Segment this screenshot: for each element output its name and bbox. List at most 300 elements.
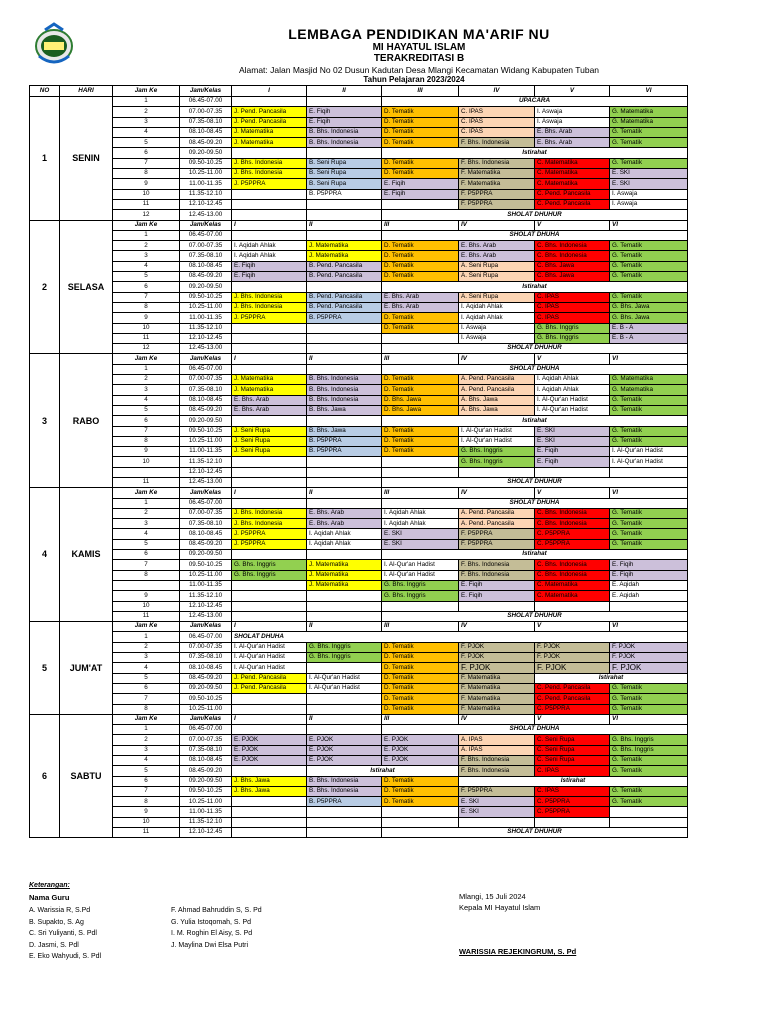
lesson-cell: B. Pend. Pancasila <box>307 302 382 312</box>
lesson-cell: E. Bhs. Arab <box>382 292 459 302</box>
lesson-cell: D. Tematik <box>382 426 459 436</box>
period-number: 10 <box>113 457 180 467</box>
subheader-jamke: Jam Ke <box>113 488 180 498</box>
table-row <box>30 210 688 220</box>
empty-cell <box>307 344 382 354</box>
lesson-cell <box>307 457 382 467</box>
subheader-c6: VI <box>610 354 688 364</box>
lesson-cell: G. Tematik <box>610 436 688 446</box>
period-number: 2 <box>113 241 180 251</box>
lesson-cell: G. Tematik <box>610 797 688 807</box>
period-number: 1 <box>113 498 180 508</box>
spanning-activity: SHOLAT DHUHUR <box>382 210 688 220</box>
lesson-cell <box>535 817 610 827</box>
table-row <box>30 436 688 446</box>
period-time: 07.00-07.35 <box>180 241 232 251</box>
teacher-item: G. Yulia Istoqomah, S. Pd <box>171 918 252 926</box>
lesson-cell <box>382 333 459 343</box>
lesson-cell: B. Bhs. Indonesia <box>307 127 382 137</box>
period-time: 09.50-10.25 <box>180 158 232 168</box>
spanning-activity: SHOLAT DHUHUR <box>382 344 688 354</box>
lesson-cell: D. Tematik <box>382 694 459 704</box>
period-time: 06.45-07.00 <box>180 230 232 240</box>
period-number: 9 <box>113 447 180 457</box>
lesson-cell: G. Bhs. Inggris <box>535 333 610 343</box>
period-number: 10 <box>113 817 180 827</box>
subheader-c2: II <box>307 714 382 724</box>
period-time: 11.00-11.35 <box>180 313 232 323</box>
day-name: KAMIS <box>60 488 113 622</box>
table-row <box>30 529 688 539</box>
lesson-cell: F. P5PPRA <box>459 529 535 539</box>
period-time: 11.00-11.35 <box>180 580 232 590</box>
lesson-cell <box>535 467 610 477</box>
table-row <box>30 344 688 354</box>
table-row <box>30 642 688 652</box>
lesson-cell: E. PJOK <box>382 756 459 766</box>
subheader-jamkelas: Jam/Kelas <box>180 488 232 498</box>
lesson-cell: C. P5PPRA <box>535 704 610 714</box>
lesson-cell: G. Tematik <box>610 694 688 704</box>
col-header-hari: HARI <box>60 86 113 97</box>
lesson-cell: G. Bhs. Inggris <box>610 735 688 745</box>
period-number: 6 <box>113 776 180 786</box>
lesson-cell: D. Tematik <box>382 138 459 148</box>
table-row <box>30 550 688 560</box>
lesson-cell: I. Aqidah Ahlak <box>382 519 459 529</box>
period-time: 12.45-13.00 <box>180 477 232 487</box>
period-number: 10 <box>113 323 180 333</box>
lesson-cell: C. Seni Rupa <box>535 745 610 755</box>
day-name: SENIN <box>60 97 113 221</box>
period-number: 3 <box>113 745 180 755</box>
period-time: 09.20-09.50 <box>180 282 232 292</box>
subheader-c6: VI <box>610 488 688 498</box>
lesson-cell: I. Al-Qur'an Hadist <box>307 673 382 683</box>
subheader-jamke: Jam Ke <box>113 714 180 724</box>
lesson-cell: G. Tematik <box>610 241 688 251</box>
empty-cell <box>232 148 307 158</box>
empty-cell <box>307 725 382 735</box>
lesson-cell: G. Tematik <box>610 261 688 271</box>
table-row <box>30 199 688 209</box>
lesson-cell <box>232 807 307 817</box>
col-header-class-5: V <box>535 86 610 97</box>
table-row <box>30 828 688 838</box>
table-row <box>30 786 688 796</box>
table-row <box>30 189 688 199</box>
lesson-cell: J. Bhs. Jawa <box>232 786 307 796</box>
lesson-cell: D. Tematik <box>382 107 459 117</box>
place-date: Mlangi, 15 Juli 2024 <box>459 892 526 901</box>
lesson-cell <box>232 766 307 776</box>
period-number: 7 <box>113 292 180 302</box>
spanning-activity: Istirahat <box>459 776 688 786</box>
subheader-jamkelas: Jam/Kelas <box>180 354 232 364</box>
lesson-cell: D. Tematik <box>382 241 459 251</box>
period-time: 09.50-10.25 <box>180 560 232 570</box>
period-time: 07.00-07.35 <box>180 735 232 745</box>
spanning-activity: SHOLAT DHUHA <box>382 725 688 735</box>
period-number: 5 <box>113 138 180 148</box>
lesson-cell: G. Bhs. Inggris <box>232 560 307 570</box>
lesson-cell: C. Matematika <box>535 580 610 590</box>
table-row <box>30 632 688 642</box>
table-row <box>30 735 688 745</box>
period-number: 3 <box>113 117 180 127</box>
lesson-cell <box>610 601 688 611</box>
spanning-activity: SHOLAT DHUHA <box>382 230 688 240</box>
lesson-cell: G. Matematika <box>610 117 688 127</box>
lesson-cell: E. SKI <box>610 179 688 189</box>
lesson-cell: E. Bhs. Arab <box>459 241 535 251</box>
teacher-item: I. M. Roghin El Aisy, S. Pd <box>171 930 253 937</box>
subheader-c3: III <box>382 622 459 632</box>
empty-cell <box>232 210 307 220</box>
lesson-cell: J. Matematika <box>307 560 382 570</box>
lesson-cell <box>307 323 382 333</box>
table-row <box>30 395 688 405</box>
lesson-cell: G. Tematik <box>610 127 688 137</box>
empty-cell <box>232 477 307 487</box>
lesson-cell <box>459 601 535 611</box>
lesson-cell: C. Bhs. Indonesia <box>535 508 610 518</box>
lesson-cell: E. SKI <box>610 169 688 179</box>
lesson-cell: D. Tematik <box>382 169 459 179</box>
subheader-c4: IV <box>459 354 535 364</box>
lesson-cell: C. Matematika <box>535 591 610 601</box>
period-time: 12.10-12.45 <box>180 199 232 209</box>
lesson-cell: G. Matematika <box>610 375 688 385</box>
lesson-cell: E. PJOK <box>307 735 382 745</box>
lesson-cell: I. Al-Qur'an Hadist <box>610 457 688 467</box>
period-time: 08.45-09.20 <box>180 673 232 683</box>
period-time: 09.20-09.50 <box>180 776 232 786</box>
table-row <box>30 148 688 158</box>
subheader-jamke: Jam Ke <box>113 622 180 632</box>
period-time: 06.45-07.00 <box>180 97 232 107</box>
period-time: 08.10-08.45 <box>180 529 232 539</box>
table-header-row <box>30 86 688 97</box>
lesson-cell: E. Fiqih <box>459 591 535 601</box>
lesson-cell: F. PJOK <box>610 642 688 652</box>
day-subheader-row <box>30 220 688 230</box>
lesson-cell: C. P5PPRA <box>535 807 610 817</box>
spanning-activity: UPACARA <box>382 97 688 107</box>
lesson-cell: J. Bhs. Indonesia <box>232 158 307 168</box>
lesson-cell: I. Aswaja <box>535 107 610 117</box>
lesson-cell: E. PJOK <box>307 745 382 755</box>
table-row <box>30 704 688 714</box>
lesson-cell: E. Fiqih <box>610 570 688 580</box>
table-row <box>30 364 688 374</box>
subheader-c3: III <box>382 354 459 364</box>
lesson-cell <box>307 817 382 827</box>
period-number: 7 <box>113 786 180 796</box>
period-time: 10.25-11.00 <box>180 797 232 807</box>
day-subheader-row <box>30 354 688 364</box>
period-time: 09.50-10.25 <box>180 426 232 436</box>
lesson-cell: J. Matematika <box>307 241 382 251</box>
lesson-cell: C. Matematika <box>535 179 610 189</box>
subheader-c3: III <box>382 488 459 498</box>
lesson-cell: E. PJOK <box>307 756 382 766</box>
period-time: 08.45-09.20 <box>180 766 232 776</box>
lesson-cell: I. Aqidah Ahlak <box>232 251 307 261</box>
period-number: 4 <box>113 663 180 673</box>
lesson-cell <box>535 601 610 611</box>
lesson-cell: F. Bhs. Indonesia <box>459 138 535 148</box>
period-time: 07.35-08.10 <box>180 385 232 395</box>
table-row <box>30 570 688 580</box>
table-row <box>30 405 688 415</box>
lesson-cell: I. Aqidah Ahlak <box>382 508 459 518</box>
spanning-activity: SHOLAT DHUHUR <box>382 828 688 838</box>
lesson-cell: C. Seni Rupa <box>535 756 610 766</box>
lesson-cell: E. Bhs. Arab <box>307 508 382 518</box>
period-number: 9 <box>113 313 180 323</box>
address: Alamat: Jalan Masjid No 02 Dusun Kadutan Desa Mlangi Kecamatan Widang Kabupaten Tuban <box>238 65 600 75</box>
document-header <box>0 0 768 90</box>
subheader-c3: III <box>382 220 459 230</box>
period-number: 1 <box>113 632 180 642</box>
empty-cell <box>232 611 307 621</box>
lesson-cell: C. IPAS <box>459 107 535 117</box>
lesson-cell: I. Aswaja <box>535 117 610 127</box>
lesson-cell: B. P5PPRA <box>307 436 382 446</box>
subheader-c4: IV <box>459 488 535 498</box>
lesson-cell: B. Bhs. Jawa <box>307 405 382 415</box>
lesson-cell: I. Aswaja <box>459 323 535 333</box>
lesson-cell: D. Tematik <box>382 375 459 385</box>
period-time: 08.45-09.20 <box>180 405 232 415</box>
lesson-cell: A. Pend. Pancasila <box>459 375 535 385</box>
lesson-cell: E. SKI <box>535 426 610 436</box>
lesson-cell: E. PJOK <box>232 735 307 745</box>
lesson-cell: B. Bhs. Indonesia <box>307 375 382 385</box>
period-time: 11.00-11.35 <box>180 807 232 817</box>
period-number: 8 <box>113 570 180 580</box>
period-number: 5 <box>113 405 180 415</box>
lesson-cell <box>382 807 459 817</box>
lesson-cell: G. Tematik <box>610 251 688 261</box>
lesson-cell <box>610 807 688 817</box>
period-number: 6 <box>113 550 180 560</box>
period-number: 1 <box>113 725 180 735</box>
lesson-cell <box>232 457 307 467</box>
table-row <box>30 498 688 508</box>
lesson-cell: J. P5PPRA <box>232 179 307 189</box>
lesson-cell: D. Tematik <box>382 642 459 652</box>
period-time: 07.35-08.10 <box>180 251 232 261</box>
period-number: 8 <box>113 436 180 446</box>
lesson-cell: G. Bhs. Inggris <box>535 323 610 333</box>
period-time: 08.10-08.45 <box>180 395 232 405</box>
lesson-cell: E. PJOK <box>232 756 307 766</box>
lesson-cell: I. Aswaja <box>459 333 535 343</box>
teacher-item: B. Supakto, S. Ag <box>29 918 84 926</box>
lesson-cell: D. Tematik <box>382 385 459 395</box>
lesson-cell: G. Tematik <box>610 426 688 436</box>
lesson-cell: G. Bhs. Jawa <box>610 313 688 323</box>
lesson-cell: G. Tematik <box>610 395 688 405</box>
lesson-cell: F. PJOK <box>459 653 535 663</box>
table-row <box>30 138 688 148</box>
empty-cell <box>232 416 307 426</box>
table-row <box>30 807 688 817</box>
day-number: 1 <box>30 97 60 221</box>
lesson-cell: D. Tematik <box>382 117 459 127</box>
spanning-activity: SHOLAT DHUHA <box>382 364 688 374</box>
col-header-class-4: IV <box>459 86 535 97</box>
lesson-cell: A. Pend. Pancasila <box>459 508 535 518</box>
period-number: 7 <box>113 560 180 570</box>
day-number: 5 <box>30 622 60 715</box>
lesson-cell: C. P5PPRA <box>535 797 610 807</box>
lesson-cell: D. Tematik <box>382 127 459 137</box>
lesson-cell: D. Tematik <box>382 447 459 457</box>
day-subheader-row <box>30 622 688 632</box>
lesson-cell: C. Bhs. Indonesia <box>535 241 610 251</box>
period-number: 3 <box>113 519 180 529</box>
lesson-cell: E. Fiqih <box>535 447 610 457</box>
table-row <box>30 447 688 457</box>
period-time: 09.50-10.25 <box>180 786 232 796</box>
period-time: 08.45-09.20 <box>180 539 232 549</box>
lesson-cell: F. Bhs. Indonesia <box>459 560 535 570</box>
lesson-cell: J. P5PPRA <box>232 539 307 549</box>
lesson-cell: C. Matematika <box>535 158 610 168</box>
lesson-cell: E. PJOK <box>232 745 307 755</box>
lesson-cell: E. Bhs. Arab <box>232 405 307 415</box>
lesson-cell: F. Matematika <box>459 673 535 683</box>
lesson-cell: J. Pend. Pancasila <box>232 673 307 683</box>
period-time: 11.35-12.10 <box>180 457 232 467</box>
lesson-cell: F. Bhs. Indonesia <box>459 158 535 168</box>
period-number: 3 <box>113 653 180 663</box>
period-time: 09.20-09.50 <box>180 683 232 693</box>
lesson-cell: G. Matematika <box>610 385 688 395</box>
period-time: 06.45-07.00 <box>180 364 232 374</box>
lesson-cell: E. B - A <box>610 323 688 333</box>
subheader-c2: II <box>307 488 382 498</box>
lesson-cell: B. Bhs. Indonesia <box>307 385 382 395</box>
period-time: 09.20-09.50 <box>180 550 232 560</box>
period-number: 12 <box>113 344 180 354</box>
lesson-cell: J. Seni Rupa <box>232 447 307 457</box>
lesson-cell: A. IPAS <box>459 745 535 755</box>
lesson-cell: G. Bhs. Inggris <box>232 570 307 580</box>
period-number: 9 <box>113 807 180 817</box>
table-row <box>30 261 688 271</box>
lesson-cell: B. Bhs. Jawa <box>307 426 382 436</box>
teacher-item: J. Maylina Dwi Elsa Putri <box>171 941 249 949</box>
lesson-cell: C. IPAS <box>535 292 610 302</box>
lesson-cell: C. Bhs. Indonesia <box>535 560 610 570</box>
lesson-cell: C. IPAS <box>535 766 610 776</box>
subheader-jamkelas: Jam/Kelas <box>180 622 232 632</box>
period-number: 10 <box>113 601 180 611</box>
lesson-cell: F. Bhs. Indonesia <box>459 756 535 766</box>
period-time: 11.35-12.10 <box>180 817 232 827</box>
period-number: 6 <box>113 282 180 292</box>
lesson-cell: D. Tematik <box>382 272 459 282</box>
subheader-c6: VI <box>610 714 688 724</box>
lesson-cell <box>382 467 459 477</box>
period-time: 07.00-07.35 <box>180 642 232 652</box>
period-time: 10.25-11.00 <box>180 169 232 179</box>
lesson-cell: F. PJOK <box>535 663 610 673</box>
period-time: 11.00-11.35 <box>180 447 232 457</box>
empty-cell <box>232 498 307 508</box>
subheader-c5: V <box>535 220 610 230</box>
lesson-cell <box>232 601 307 611</box>
lesson-cell: J. Bhs. Indonesia <box>232 508 307 518</box>
spanning-activity: SHOLAT DHUHA <box>382 498 688 508</box>
teacher-list-title: Nama Guru <box>29 893 70 902</box>
table-row <box>30 251 688 261</box>
lesson-cell <box>232 333 307 343</box>
period-time: 08.10-08.45 <box>180 756 232 766</box>
lesson-cell: E. B - A <box>610 333 688 343</box>
lesson-cell: E. Fiqih <box>535 457 610 467</box>
period-number: 4 <box>113 529 180 539</box>
period-time: 07.35-08.10 <box>180 745 232 755</box>
lesson-cell <box>307 704 382 714</box>
lesson-cell: B. Bhs. Indonesia <box>307 395 382 405</box>
table-row <box>30 817 688 827</box>
spanning-activity: Istirahat <box>382 282 688 292</box>
lesson-cell: E. SKI <box>382 529 459 539</box>
lesson-cell: E. Bhs. Arab <box>459 251 535 261</box>
lesson-cell: G. Tematik <box>610 756 688 766</box>
period-time: 09.20-09.50 <box>180 148 232 158</box>
lesson-cell: E. Fiqih <box>382 179 459 189</box>
lesson-cell: J. Seni Rupa <box>232 436 307 446</box>
lesson-cell: J. Matematika <box>232 385 307 395</box>
lesson-cell: E. Bhs. Arab <box>232 395 307 405</box>
subheader-c1: I <box>232 220 307 230</box>
teacher-item: F. Ahmad Bahruddin S, S. Pd <box>171 907 262 914</box>
lesson-cell: J. Bhs. Indonesia <box>232 169 307 179</box>
lesson-cell: G. Tematik <box>610 158 688 168</box>
period-number: 8 <box>113 302 180 312</box>
table-row <box>30 385 688 395</box>
lesson-cell: A. Bhs. Jawa <box>459 405 535 415</box>
lesson-cell <box>232 797 307 807</box>
table-row <box>30 797 688 807</box>
lesson-cell: J. Seni Rupa <box>232 426 307 436</box>
table-row <box>30 611 688 621</box>
lesson-cell: G. Bhs. Inggris <box>307 653 382 663</box>
empty-cell <box>307 97 382 107</box>
lesson-cell: E. Fiqih <box>307 117 382 127</box>
period-time: 12.10-12.45 <box>180 601 232 611</box>
period-number: 9 <box>113 591 180 601</box>
lesson-cell: D. Tematik <box>382 704 459 714</box>
table-row <box>30 683 688 693</box>
lesson-cell: I. Al-Qur'an Hadist <box>382 560 459 570</box>
lesson-cell: G. Tematik <box>610 786 688 796</box>
period-time: 06.45-07.00 <box>180 725 232 735</box>
table-row <box>30 313 688 323</box>
lesson-cell: J. Bhs. Indonesia <box>232 519 307 529</box>
lesson-cell: I. Al-Qur'an Hadist <box>535 405 610 415</box>
lesson-cell: B. Bhs. Indonesia <box>307 776 382 786</box>
lesson-cell: I. Aswaja <box>610 189 688 199</box>
lesson-cell: I. Aqidah Ahlak <box>232 241 307 251</box>
lesson-cell: I. Aqidah Ahlak <box>459 302 535 312</box>
